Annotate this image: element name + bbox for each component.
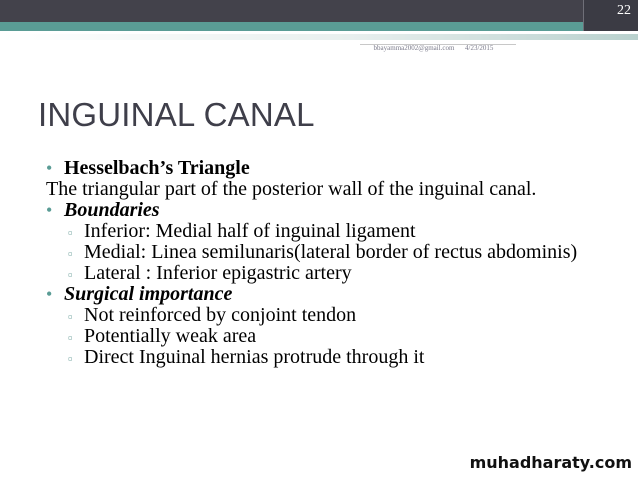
paragraph-text: The triangular part of the posterior wall of the inguinal canal. xyxy=(46,178,537,200)
sub-bullet-text: Potentially weak area xyxy=(84,325,257,347)
footer-date: 4/23/2015 xyxy=(465,44,494,52)
bullet-marker: • xyxy=(46,284,53,304)
sub-bullet-item xyxy=(46,347,606,368)
bullet-item xyxy=(46,158,606,179)
bullet-item xyxy=(46,200,606,221)
slide-title: INGUINAL CANAL xyxy=(38,96,315,133)
sub-bullet-marker: ▫ xyxy=(68,225,73,240)
bullet-text: Surgical importance xyxy=(64,283,233,305)
slide-number: 22 xyxy=(617,3,631,18)
bullet-text: Hesselbach’s Triangle xyxy=(64,157,250,179)
sub-bullet-item xyxy=(46,326,606,347)
sub-bullet-text: Direct Inguinal hernias protrude through it xyxy=(84,346,425,368)
accent-band xyxy=(0,22,638,31)
sub-bullet-marker: ▫ xyxy=(68,330,73,345)
sub-bullet-text: Lateral : Inferior epigastric artery xyxy=(84,262,352,284)
slide-number-tab xyxy=(583,0,638,31)
sub-bullet-text: Inferior: Medial half of inguinal ligament xyxy=(84,220,416,242)
sub-bullet-item xyxy=(46,221,606,242)
sub-bullet-item xyxy=(46,305,606,326)
sub-bullet-marker: ▫ xyxy=(68,267,73,282)
bullet-item xyxy=(46,284,606,305)
sub-bullet-marker: ▫ xyxy=(68,351,73,366)
bullet-marker: • xyxy=(46,158,53,178)
sub-bullet-text: Medial: Linea semilunaris(lateral border of rectus abdominis) xyxy=(84,241,578,263)
sub-bullet-marker: ▫ xyxy=(68,309,73,324)
slide-body xyxy=(46,158,606,368)
accent-gradient xyxy=(0,34,638,40)
watermark-logo: muhadharaty.com xyxy=(469,453,632,472)
sub-bullet-item xyxy=(46,242,606,263)
bullet-marker: • xyxy=(46,200,53,220)
top-bar xyxy=(0,0,638,22)
sub-bullet-item xyxy=(46,263,606,284)
footer-email: bbayamma2002@gmail.com xyxy=(373,44,455,52)
sub-bullet-text: Not reinforced by conjoint tendon xyxy=(84,304,357,326)
bullet-text: Boundaries xyxy=(64,199,160,221)
sub-bullet-marker: ▫ xyxy=(68,246,73,261)
body-paragraph xyxy=(46,179,606,200)
